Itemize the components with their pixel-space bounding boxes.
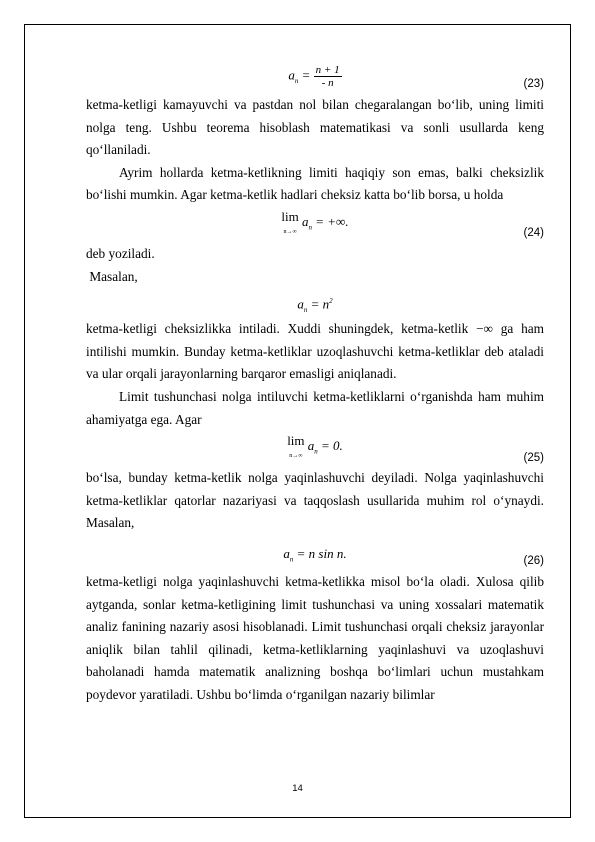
eq26-sub: n <box>289 555 294 564</box>
eq25-lim-sub: n→∞ <box>289 453 303 460</box>
equation-number-23: (23) <box>523 78 544 91</box>
equation-n-squared <box>86 288 544 318</box>
eq23-numerator: n + 1 <box>315 64 340 76</box>
eq24-lim-sub: n→∞ <box>283 228 297 235</box>
equation-23 <box>86 58 544 94</box>
equation-number-25: (25) <box>523 451 544 464</box>
equation-n-squared-formula <box>86 290 544 322</box>
equation-25 <box>86 431 544 467</box>
page-number: 14 <box>292 783 303 794</box>
equation-26 <box>86 535 544 571</box>
eq24-rhs: = +∞. <box>315 213 349 229</box>
eqn2-rhs: = n <box>310 296 330 312</box>
paragraph-4: Masalan, <box>86 268 138 284</box>
paragraph-1: ketma-ketligi kamayuvchi va pastdan nol bilan chegaralangan bo‘lib, uning limiti nolga teng. Ushbu teorema hisoblash matematikasi va sonli usullarda keng qo‘llaniladi. <box>86 97 544 158</box>
document-page <box>86 58 544 706</box>
eq25-lim-block <box>287 435 304 462</box>
eq25-rhs: = 0. <box>321 438 343 454</box>
eqn2-sup: 2 <box>329 297 333 306</box>
eq24-lim-block <box>281 208 299 238</box>
eq26-lhs: a <box>283 545 290 561</box>
equation-23-formula <box>86 64 544 93</box>
equation-number-26: (26) <box>523 555 544 568</box>
paragraph-5: ketma-ketligi cheksizlikka intiladi. Xuddi shuningdek, ketma-ketlik −∞ ga ham intilishi mumkin. Bunday ketma-ketliklar uzoqlashuvchi ketma-ketliklar deb ataladi va ular orqali jarayonlarning barqaror emasligi aniqlanadi. <box>86 321 544 382</box>
eq24-sub: n <box>308 223 313 232</box>
eq26-rhs: = n sin n. <box>296 545 347 561</box>
eq23-sub: n <box>294 77 299 86</box>
paragraph-3: deb yoziladi. <box>86 245 155 261</box>
eq23-equals: = <box>301 67 311 83</box>
eq23-fraction <box>314 64 342 89</box>
eqn2-sub: n <box>303 306 308 315</box>
equation-24 <box>86 207 544 243</box>
eq23-lhs: a <box>288 67 295 83</box>
eq24-body: a <box>302 213 309 229</box>
eq24-lim: lim <box>281 208 299 224</box>
eq25-sub: n <box>314 447 318 456</box>
eq25-lim: lim <box>287 433 305 449</box>
eq25-body: a <box>307 438 315 454</box>
paragraph-6: Limit tushunchasi nolga intiluvchi ketma-ketliklarni o‘rganishda ham muhim ahamiyatga ega. Agar <box>86 388 544 427</box>
paragraph-8: ketma-ketligi nolga yaqinlashuvchi ketma-ketlikka misol bo‘la oladi. Xulosa qilib aytganda, sonlar ketma-ketligining limit tushunchasi va uning xossalari matematik analiz fanining nazariy asosi hisoblanadi. Limit tushunchasi orqali cheksiz jarayonlar aniqlik bilan tahlil qilinadi, ketma-ketliklarning yaqinlashuvi va uzoqlashuvi baholanadi hamda matematik analizning boshqa bo‘limlari uchun mustahkam poydevor yaratiladi. Ushbu bo‘limda o‘rganilgan nazariy bilimlar <box>86 573 544 702</box>
equation-26-formula <box>86 543 544 571</box>
equation-24-formula <box>86 208 544 239</box>
equation-number-24: (24) <box>523 227 544 240</box>
eq23-denominator: - n <box>321 77 334 89</box>
eqn2-lhs: a <box>297 296 304 312</box>
equation-25-formula <box>86 435 544 463</box>
paragraph-2: Ayrim hollarda ketma-ketlikning limiti haqiqiy son emas, balki cheksizlik bo‘lishi mumkin. Agar ketma-ketlik hadlari cheksiz katta bo‘lib borsa, u holda <box>86 164 544 203</box>
paragraph-7: bo‘lsa, bunday ketma-ketlik nolga yaqinlashuvchi deyiladi. Nolga yaqinlashuvchi ketma-ketliklar qatorlar nazariyasi va taqqoslash usullarida muhim rol o‘ynaydi. Masalan, <box>86 470 544 531</box>
